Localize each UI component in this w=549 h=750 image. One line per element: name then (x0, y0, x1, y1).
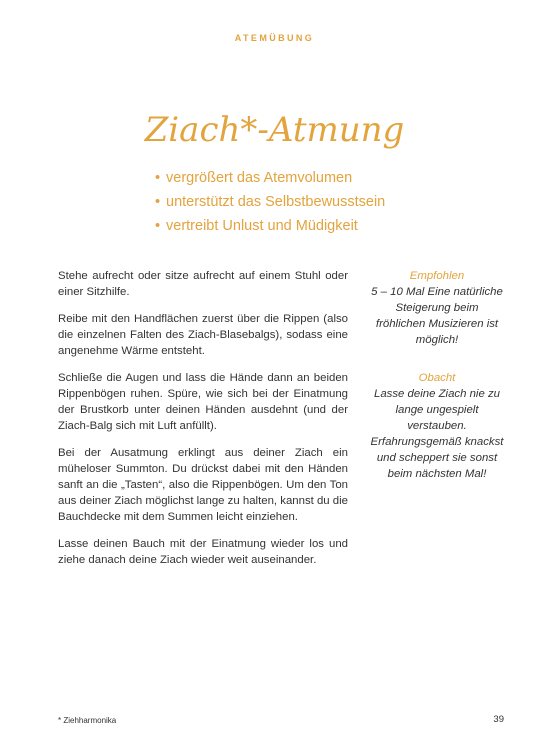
recommended-text: 5 – 10 Mal Eine natürliche Steigerung beim fröhlichen Musizieren ist möglich! (371, 286, 503, 346)
bullet-icon: • (155, 194, 161, 210)
instructions-body (58, 268, 348, 579)
body-paragraph: Schließe die Augen und lass die Hände dann an beiden Rippenbögen ruhen. Spüre, wie sich bei der Einatmung der Brustkorb unter deinen Händen ausdehnt (und der Ziach-Balg sich mit Luft anfüllt). (58, 372, 348, 432)
benefits-list (155, 166, 385, 238)
caution-note (370, 370, 504, 482)
bullet-icon: • (155, 218, 161, 234)
body-paragraph: Lasse deinen Bauch mit der Einatmung wieder los und ziehe danach deine Ziach wieder weit auseinander. (58, 538, 348, 566)
caution-text: Lasse deine Ziach nie zu lange ungespielt verstauben. Erfahrungsgemäß knackst und scheppert sie sonst beim nächsten Mal! (370, 388, 504, 480)
page-number: 39 (493, 714, 504, 725)
recommended-heading: Empfohlen (409, 270, 465, 282)
recommended-note (370, 268, 504, 348)
benefit-text: unterstützt das Selbstbewusstsein (166, 194, 386, 210)
body-paragraph: Stehe aufrecht oder sitze aufrecht auf einem Stuhl oder einer Sitzhilfe. (58, 270, 348, 298)
footnote: * Ziehharmonika (58, 716, 117, 725)
caution-heading: Obacht (418, 372, 456, 384)
sidebar-notes (370, 268, 504, 504)
body-paragraph: Reibe mit den Handflächen zuerst über die Rippen (also die einzelnen Falten des Ziach-Blasebalgs), sodass eine angenehme Wärme entsteht. (58, 313, 348, 357)
benefit-text: vergrößert das Atemvolumen (166, 170, 353, 186)
benefit-item (155, 166, 385, 190)
body-paragraph: Bei der Ausatmung erklingt aus deiner Ziach ein müheloser Summton. Du drückst dabei mit den Händen sanft an die „Tasten“, also die Rippenbögen. Um den Ton aus deiner Ziach möglichst lange zu halten, kannst du die Bauchdecke mit dem Summen leicht einziehen. (58, 447, 349, 523)
section-kicker: ATEMÜBUNG (234, 33, 315, 43)
bullet-icon: • (155, 170, 161, 186)
benefit-item (155, 214, 385, 238)
page-title: Ziach*-Atmung (144, 110, 405, 150)
benefit-item (155, 190, 385, 214)
benefit-text: vertreibt Unlust und Müdigkeit (166, 218, 358, 234)
